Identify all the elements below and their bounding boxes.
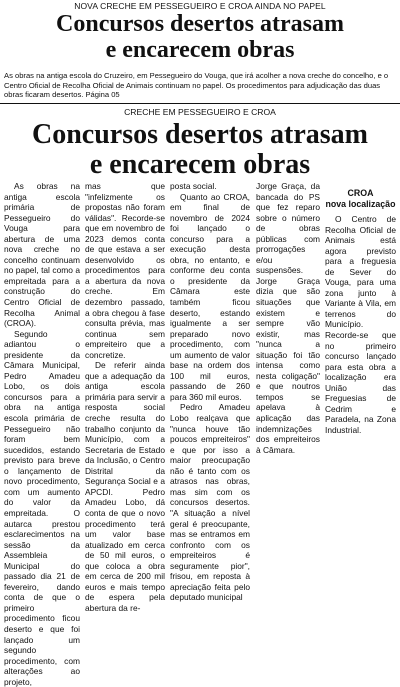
croa-subheading-line2: nova localização <box>325 199 396 209</box>
article-paragraph: Pedro Amadeu Lobo realçava que "nunca houve tão poucos empreiteiros" e que por isso a maior preocupação não é tanto com os atrasos nas obras, mas sim com os concursos desertos. "A situação a nível geral é preocupante, mas se entramos em confronto com os empreiteiros é seguramente pior", frisou, em reposta à apreciação feita pelo deputado municipal <box>170 402 250 603</box>
article-paragraph: Segundo adiantou o presidente da Câmara Municipal, Pedro Amadeu Lobo, os dois concursos para a obra na antiga escola primária de Pessegueiro não foram bem sucedidos, estando previsto para breve o lançamento de novo procedimento, com um aumento do valor da empreitada. O autarca prestou esclarecimentos na sessão da Assembleia Municipal do passado dia 21 de fevereiro, dando conta de que o primeiro procedimento ficou deserto e que foi lançado um segundo procedimento, com alterações ao projeto, <box>4 328 80 687</box>
top-kicker: NOVA CRECHE EM PESSEGUEIRO E CROA AINDA NO PAPEL <box>74 1 326 11</box>
article-paragraph: Quanto ao CROA, em final de novembro de 2024 foi lançado o concurso para a execução desta obra, no entanto, e conforme deu conta o presidente da Câmara este também ficou deserto, estando igualmente a ser preparado novo procedimento, com um aumento de valor base na ordem dos 100 mil euros, passando de 260 para 360 mil euros. <box>170 191 250 402</box>
croa-subheading-line1: CROA <box>347 188 374 198</box>
article-headline-line2: e encarecem obras <box>89 149 311 180</box>
top-headline-line2: e encarecem obras <box>105 37 295 63</box>
croa-subheading <box>325 188 396 210</box>
article-headline-line1: Concursos desertos atrasam <box>32 119 368 150</box>
top-headline <box>0 11 400 63</box>
article-headline <box>0 120 400 180</box>
article-paragraph: posta social. <box>170 181 217 191</box>
article-column-2 <box>85 181 165 613</box>
article-paragraph: O Centro de Recolha Oficial de Animais está agora previsto para a freguesia de Sever do Vouga, para uma zona junto à Variante à Vila, em terrenos do Município. Recorde-se que no primeiro concurso lançado para esta obra a localização era União das Freguesias de Cedrim e Paradela, na Zona Industrial. <box>325 214 396 435</box>
article-kicker: CRECHE EM PESSEGUEIRO E CROA <box>124 107 276 117</box>
article-column-3 <box>170 181 250 603</box>
article-paragraph: De referir ainda que a adequação da antiga escola primária para servir a resposta social creche resulta do trabalho conjunto da Município, com a Secretaria de Estado da Inclusão, o Centro Distrital da Segurança Social e a APCDI. Pedro Amadeu Lobo, dá conta de que o novo procedimento terá um valor base atualizado em cerca de 50 mil euros, o que coloca a obra em cerca de 200 mil euros e mais tempo de espera pela abertura da re- <box>85 360 165 613</box>
article-paragraph: As obras na antiga escola primária de Pessegueiro do Vouga para abertura de uma nova creche no concelho continuam no papel, tal como a empreitada para a construção do Centro Oficial de Recolha Animal (CROA). <box>4 181 80 329</box>
article-column-5 <box>325 181 396 435</box>
article-column-4 <box>256 181 320 455</box>
top-headline-line1: Concursos desertos atrasam <box>56 11 344 37</box>
article-paragraph: mas que "infelizmente os propostas não foram válidas". Recorde-se que em novembro de 2023 demos conta de que estava a ser desenvolvido os procedimentos para a abertura da nova creche. Em dezembro passado, a obra chegou à fase consulta prévia, mas continua sem empreiteiro que a concretize. <box>85 181 165 360</box>
top-lead-paragraph: As obras na antiga escola do Cruzeiro, em Pessegueiro do Vouga, que irá acolher a nova creche do concelho, e o Centro Oficial de Recolha Oficial de Animais continuam no papel. Os procedimentos para adjudicação das duas obras ficaram desertos. Página 05 <box>4 71 389 100</box>
article-column-1 <box>4 181 80 687</box>
section-divider <box>0 103 400 104</box>
article-paragraph: Jorge Graça, da bancada do PS que fez reparo sobre o número de obras públicas com prorrogações e/ou suspensões. Jorge Graça dizia que são situações que existem e sempre vão existir, mas "nunca a situação foi tão intensa como nesta coligação" e que noutros tempos se apelava à aplicação das indemnizações dos empreiteiros à Câmara. <box>256 181 320 455</box>
